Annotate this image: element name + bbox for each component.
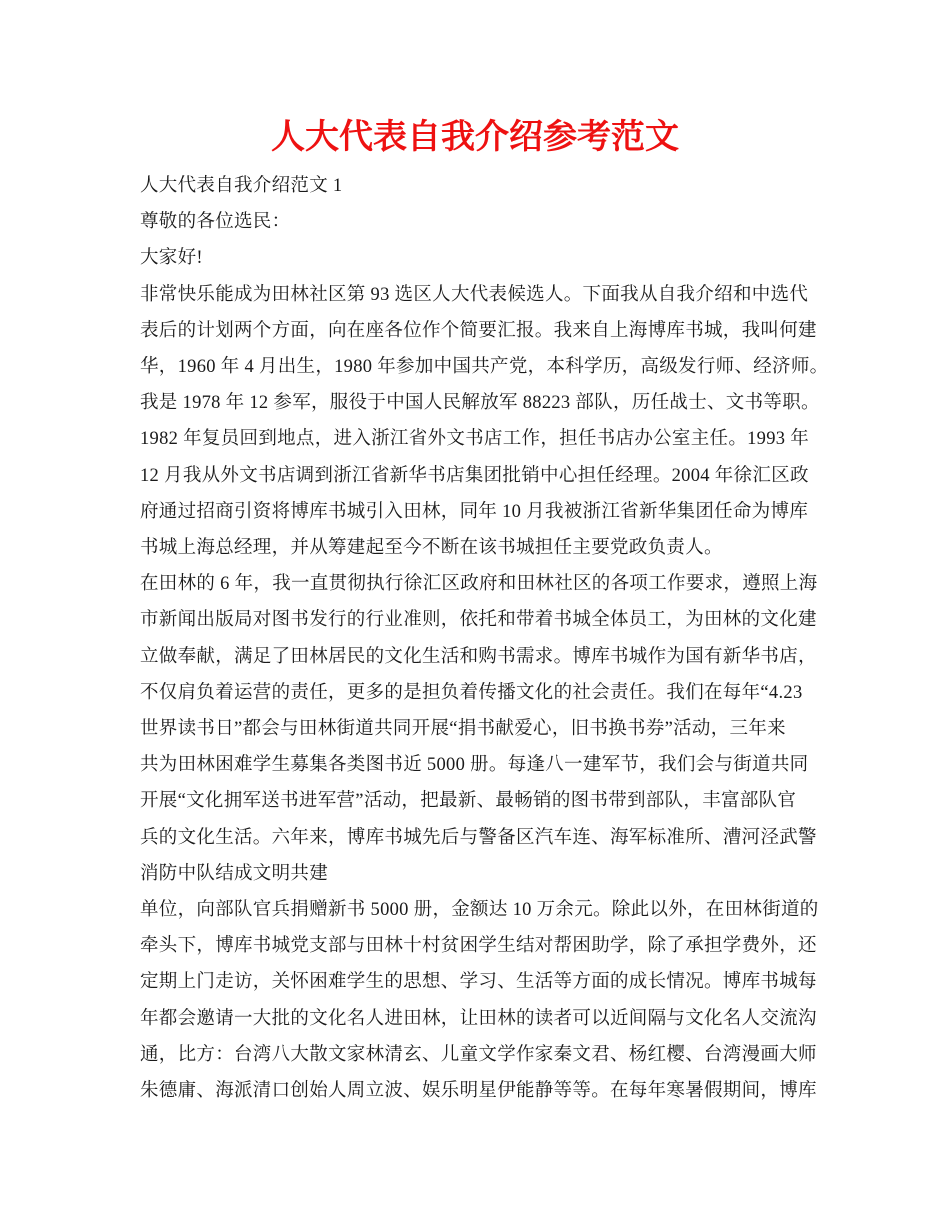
text-line: 通，比方：台湾八大散文家林清玄、儿童文学作家秦文君、杨红樱、台湾漫画大师 bbox=[140, 1044, 817, 1065]
text-line: 世界读书日”都会与田林街道共同开展“捐书献爱心，旧书换书券”活动，三年来 bbox=[140, 719, 786, 740]
text-line: 非常快乐能成为田林社区第 93 选区人大代表候选人。下面我从自我介绍和中选代 bbox=[140, 284, 809, 305]
text-line: 共为田林困难学生募集各类图书近 5000 册。每逢八一建军节，我们会与街道共同 bbox=[140, 755, 809, 776]
text-line: 华，1960 年 4 月出生，1980 年参加中国共产党，本科学历，高级发行师、经济师。 bbox=[140, 357, 829, 378]
text-line: 单位，向部队官兵捐赠新书 5000 册，金额达 10 万余元。除此以外，在田林街道的 bbox=[140, 900, 819, 921]
text-line: 市新闻出版局对图书发行的行业准则，依托和带着书城全体员工，为田林的文化建 bbox=[140, 610, 817, 631]
text-line: 年都会邀请一大批的文化名人进田林，让田林的读者可以近间隔与文化名人交流沟 bbox=[140, 1008, 817, 1029]
text-line: 我是 1978 年 12 参军，服役于中国人民解放军 88223 部队，历任战士、文书等职。 bbox=[140, 393, 820, 414]
text-line: 牵头下，博库书城党支部与田林十村贫困学生结对帮困助学，除了承担学费外，还 bbox=[140, 936, 817, 957]
text-line: 定期上门走访，关怀困难学生的思想、学习、生活等方面的成长情况。博库书城每 bbox=[140, 972, 817, 993]
text-line: 消防中队结成文明共建 bbox=[140, 863, 329, 884]
text-line: 人大代表自我介绍范文 1 bbox=[140, 176, 343, 196]
document-body bbox=[0, 168, 950, 1109]
text-line: 12 月我从外文书店调到浙江省新华书店集团批销中心担任经理。2004 年徐汇区政 bbox=[140, 465, 809, 486]
text-line: 兵的文化生活。六年来，博库书城先后与警备区汽车连、海军标准所、漕河泾武警 bbox=[140, 827, 817, 848]
text-line: 在田林的 6 年，我一直贯彻执行徐汇区政府和田林社区的各项工作要求，遵照上海 bbox=[140, 574, 818, 595]
text-line: 开展“文化拥军送书进军营”活动，把最新、最畅销的图书带到部队，丰富部队官 bbox=[140, 791, 797, 812]
text-line: 不仅肩负着运营的责任，更多的是担负着传播文化的社会责任。我们在每年“4.23 bbox=[140, 682, 803, 703]
text-line: 朱德庸、海派清口创始人周立波、娱乐明星伊能静等等。在每年寒暑假期间，博库 bbox=[140, 1081, 817, 1102]
text-line: 立做奉献，满足了田林居民的文化生活和购书需求。博库书城作为国有新华书店， bbox=[140, 646, 817, 667]
text-line: 1982 年复员回到地点，进入浙江省外文书店工作，担任书店办公室主任。1993 年 bbox=[140, 429, 810, 450]
text-line: 大家好! bbox=[140, 248, 203, 269]
text-line: 书城上海总经理，并从筹建起至今不断在该书城担任主要党政负责人。 bbox=[140, 538, 723, 559]
text-line: 表后的计划两个方面，向在座各位作个简要汇报。我来自上海博库书城，我叫何建 bbox=[140, 320, 817, 341]
document-title: 人大代表自我介绍参考范文 bbox=[271, 118, 679, 156]
text-line: 府通过招商引资将博库书城引入田林，同年 10 月我被浙江省新华集团任命为博库 bbox=[140, 501, 809, 522]
text-line: 尊敬的各位选民： bbox=[140, 212, 291, 233]
